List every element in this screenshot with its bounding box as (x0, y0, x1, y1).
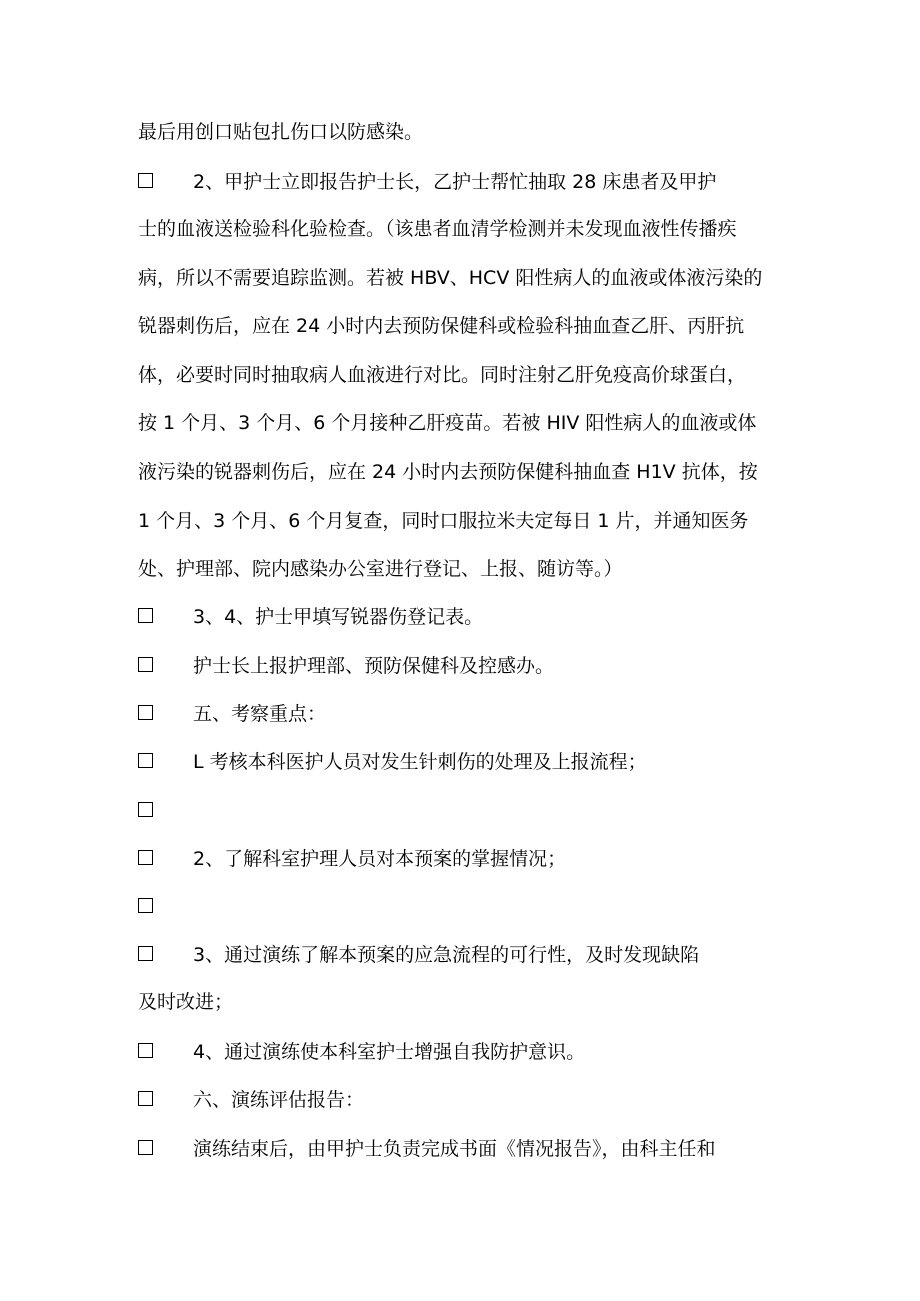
line-text: 3、通过演练了解本预案的应急流程的可行性，及时发现缺陷 (193, 944, 700, 966)
text-line (138, 262, 798, 294)
line-text: 2、了解科室护理人员对本预案的掌握情况； (193, 848, 567, 870)
line-text: 最后用创口贴包扎伤口以防感染。 (138, 121, 424, 143)
checkbox-icon[interactable] (138, 1043, 153, 1058)
checkbox-icon[interactable] (138, 850, 153, 865)
checkbox-icon[interactable] (138, 946, 153, 961)
checkbox-icon[interactable] (138, 705, 153, 720)
line-text: 五、考察重点： (193, 703, 327, 725)
line-text: 演练结束后，由甲护士负责完成书面《情况报告》，由科主任和 (193, 1138, 716, 1160)
checkbox-icon[interactable] (138, 753, 153, 768)
checkbox-icon[interactable] (138, 802, 153, 817)
line-text: 3、4、护士甲填写锐器伤登记表。 (193, 606, 484, 628)
checklist-line (138, 939, 798, 971)
checklist-line (138, 698, 798, 730)
line-text: 处、护理部、院内感染办公室进行登记、上报、随访等。） (138, 558, 623, 580)
text-line (138, 213, 798, 245)
text-line (138, 505, 798, 537)
checklist-line (138, 650, 798, 682)
line-text: 士的血液送检验科化验检查。（该患者血清学检测并未发现血液性传播疾 (138, 218, 737, 240)
checklist-line (138, 1133, 798, 1165)
checklist-line (138, 166, 798, 198)
line-text: 4、通过演练使本科室护士增强自我防护意识。 (193, 1041, 586, 1063)
text-line (138, 986, 798, 1018)
checklist-line (138, 891, 798, 923)
checkbox-icon[interactable] (138, 608, 153, 623)
checkbox-icon[interactable] (138, 1091, 153, 1106)
checklist-line (138, 843, 798, 875)
line-text: 锐器刺伤后，应在 24 小时内去预防保健科或检验科抽血查乙肝、丙肝抗 (138, 315, 745, 337)
text-line (138, 116, 798, 148)
text-line (138, 310, 798, 342)
line-text: 体，必要时同时抽取病人血液进行对比。同时注射乙肝免疫高价球蛋白， (138, 364, 747, 386)
line-text: 及时改进； (138, 991, 234, 1013)
checkbox-icon[interactable] (138, 173, 153, 188)
line-text: 按 1 个月、3 个月、6 个月接种乙肝疫苗。若被 HIV 阳性病人的血液或体 (138, 412, 757, 434)
text-line (138, 359, 798, 391)
checklist-line (138, 1084, 798, 1116)
checklist-line (138, 795, 798, 827)
line-text: 1 个月、3 个月、6 个月复查，同时口服拉米夫定每日 1 片，并通知医务 (138, 510, 749, 532)
text-line (138, 553, 798, 585)
line-text: L 考核本科医护人员对发生针刺伤的处理及上报流程； (193, 751, 647, 773)
checkbox-icon[interactable] (138, 1140, 153, 1155)
line-text: 2、甲护士立即报告护士长，乙护士帮忙抽取 28 床患者及甲护 (193, 171, 717, 193)
checklist-line (138, 601, 798, 633)
checkbox-icon[interactable] (138, 898, 153, 913)
line-text: 液污染的锐器刺伤后，应在 24 小时内去预防保健科抽血查 H1V 抗体，按 (138, 461, 758, 483)
text-line (138, 407, 798, 439)
line-text: 病，所以不需要追踪监测。若被 HBV、HCV 阳性病人的血液或体液污染的 (138, 267, 763, 289)
checklist-line (138, 746, 798, 778)
checkbox-icon[interactable] (138, 657, 153, 672)
line-text: 六、演练评估报告： (193, 1089, 365, 1111)
line-text: 护士长上报护理部、预防保健科及控感办。 (193, 655, 555, 677)
text-line (138, 456, 798, 488)
checklist-line (138, 1036, 798, 1068)
